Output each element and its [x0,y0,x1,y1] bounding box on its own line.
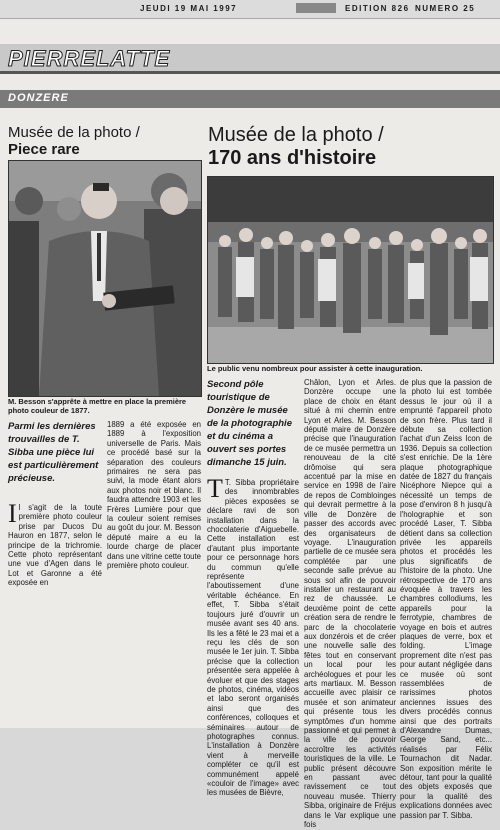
besson-photo [8,160,202,397]
small-article-headline [8,124,198,159]
section-header [0,44,500,74]
masthead-number: NUMERO 25 [415,4,476,13]
masthead-bar [0,0,500,19]
main-article-col3: de plus que la passion de la photo lui est tombée dessus le jour où il a emprunté l'appareil photo de son frère. Plus tard il débute sa collection l'achat d'un Zeiss Icon de 1936. Depuis sa collection s'est enrichie. De la 1ère plaque photographique datée de 1827 du français Nicéphore Niepce qui a nécessité un temps de pose d'environ 8 h jusqu'à l'holographie et son procédé Laser, T. Sibba détient dans sa collection privée les appareils photos et procédés les plus significatifs de l'histoire de la photo. Une rétrospective de 170 ans évoquée à travers les chambres collodiums, les appareils pour la ferrotypie, chambres de voyage en bois et autres plaques de verre, box et folding. L'image proprement dite n'est pas pour autant négligée dans ce musée où sont rassemblées de rarissimes photos anciennes issues des divers procédés connus ainsi que des portraits d'Alexandre Dumas, George Sand, etc... réalisés par Félix Tournachon dit Nadar. Son exposition mérite le détour, tant pour la qualité des objets exposés que pour la qualité des explications données avec passion par T. Sibba. [400,378,492,820]
crowd-photo-image [208,177,493,363]
masthead-date: JEUDI 19 MAI 1997 [140,4,238,13]
crowd-photo [207,176,494,364]
besson-photo-caption: M. Besson s'apprête à mettre en place la première photo couleur de 1877. [8,397,187,415]
crowd-photo-caption: Le public venu nombreux pour assister à cette inauguration. [207,364,423,373]
masthead-edition: EDITION 826 [345,4,410,13]
main-article-title: 170 ans d'histoire [208,147,377,169]
drop-cap-i: I [8,499,17,528]
subsection-title: DONZERE [8,92,69,104]
main-article-headline [208,124,498,170]
small-article-col1 [8,499,102,588]
section-title: PIERRELATTE [8,46,171,71]
main-article-lead: Second pôle touristique de Donzère le musée de la photographie et du cinéma a ouvert ses portes dimanche 15 juin. [207,379,292,468]
masthead-logo [296,3,336,13]
main-article-kicker: Musée de la photo / [208,124,384,146]
subsection-header [0,90,500,108]
main-article-col1-text: T. Sibba propriétaire des innombrables pièces exposées se déclare ravi de son installation dans la chocolaterie d'Aiguebelle. Cette installation est d'autant plus importante pour ce personnage hors du commun qu'elle représente l'aboutissement d'une véritable échéance. En effet, T. Sibba s'était toujours juré d'ouvrir un musée avant ses 40 ans. Ils les a fêté le 23 mai et a reçu les clés de son musée le 1er juin. T. Sibba précise que la collection présentée sera appelée à évoluer et que des stages de photos, cinéma, vidéos et labo seront organisés ainsi que des conférences, colloques et séminaires autour de photographes connus. L'installation à Donzère vient à merveille compléter ce qu'il est communément appelé «couloir de l'image» avec les musées de Bièvre, [207,478,299,798]
small-article-kicker: Musée de la photo / [8,124,140,141]
main-article-col1 [207,474,299,798]
besson-photo-image [9,161,201,396]
small-article-col2: 1889 a été exposée en 1889 à l'exposition universelle de Paris. Mais ce procédé basé sur la séparation des couleurs primaires ne sera pas suivi, la mode étant alors aux photos noir et blanc. Il faudra attendre 1903 et les Frères Lumière pour que la couleur soient remises au goût du jour. M. Besson député maire a eu la lourde charge de placer dans une vitrine cette toute première photo couleur. [107,420,201,571]
small-article-col1-text: l s'agit de la toute première photo couleur prise par Ducos Du Hauron en 1877, selon le principe de la trichromie. Cette photo représentant une vue d'Agen dans le Lot et Garonne a été exposée en [8,503,102,588]
section-rule [0,71,500,74]
main-article-col2: Châlon, Lyon et Arles. Donzère occupe une place de choix en étant situé à mi chemin entre Lyon et Arles. M. Besson député maire de Donzère précise que l'inauguration de ce musée permettra un renouveau de la cité drômoise qui sera accentué par la mise en service en 1998 de l'aire de repos de Combloinges qui devrait permettre à la ville de Donzère de passer des accords avec des organisateurs de voyage. L'inauguration partielle de ce musée sera complétée par une seconde salle prévue au sous sol afin de pouvoir installer un restaurant au rez de chaussée. Le deuxième point de cette création sera de rendre le parc de la chocolaterie aux donzérois et de créer une nouvelle salle des fêtes tout en conservant un local pour les archéologues et pour les arts martiaux. M. Besson accueille avec plaisir ce musée et son animateur qui présente tous les symptômes d'un homme passionné et qui permet à la ville de pouvoir accroître les activités touristiques de la ville. Le public présent découvre en passant avec ravissement ce tout nouveau musée. Thierry Sibba, originaire de Fréjus dans le Var explique une fois [304,378,396,830]
small-article-lead: Parmi les dernières trouvailles de T. Sibba une pièce lui est particulièrement précieuse. [8,421,99,484]
small-article-title: Piece rare [8,141,80,158]
drop-cap-t: T [207,474,223,503]
